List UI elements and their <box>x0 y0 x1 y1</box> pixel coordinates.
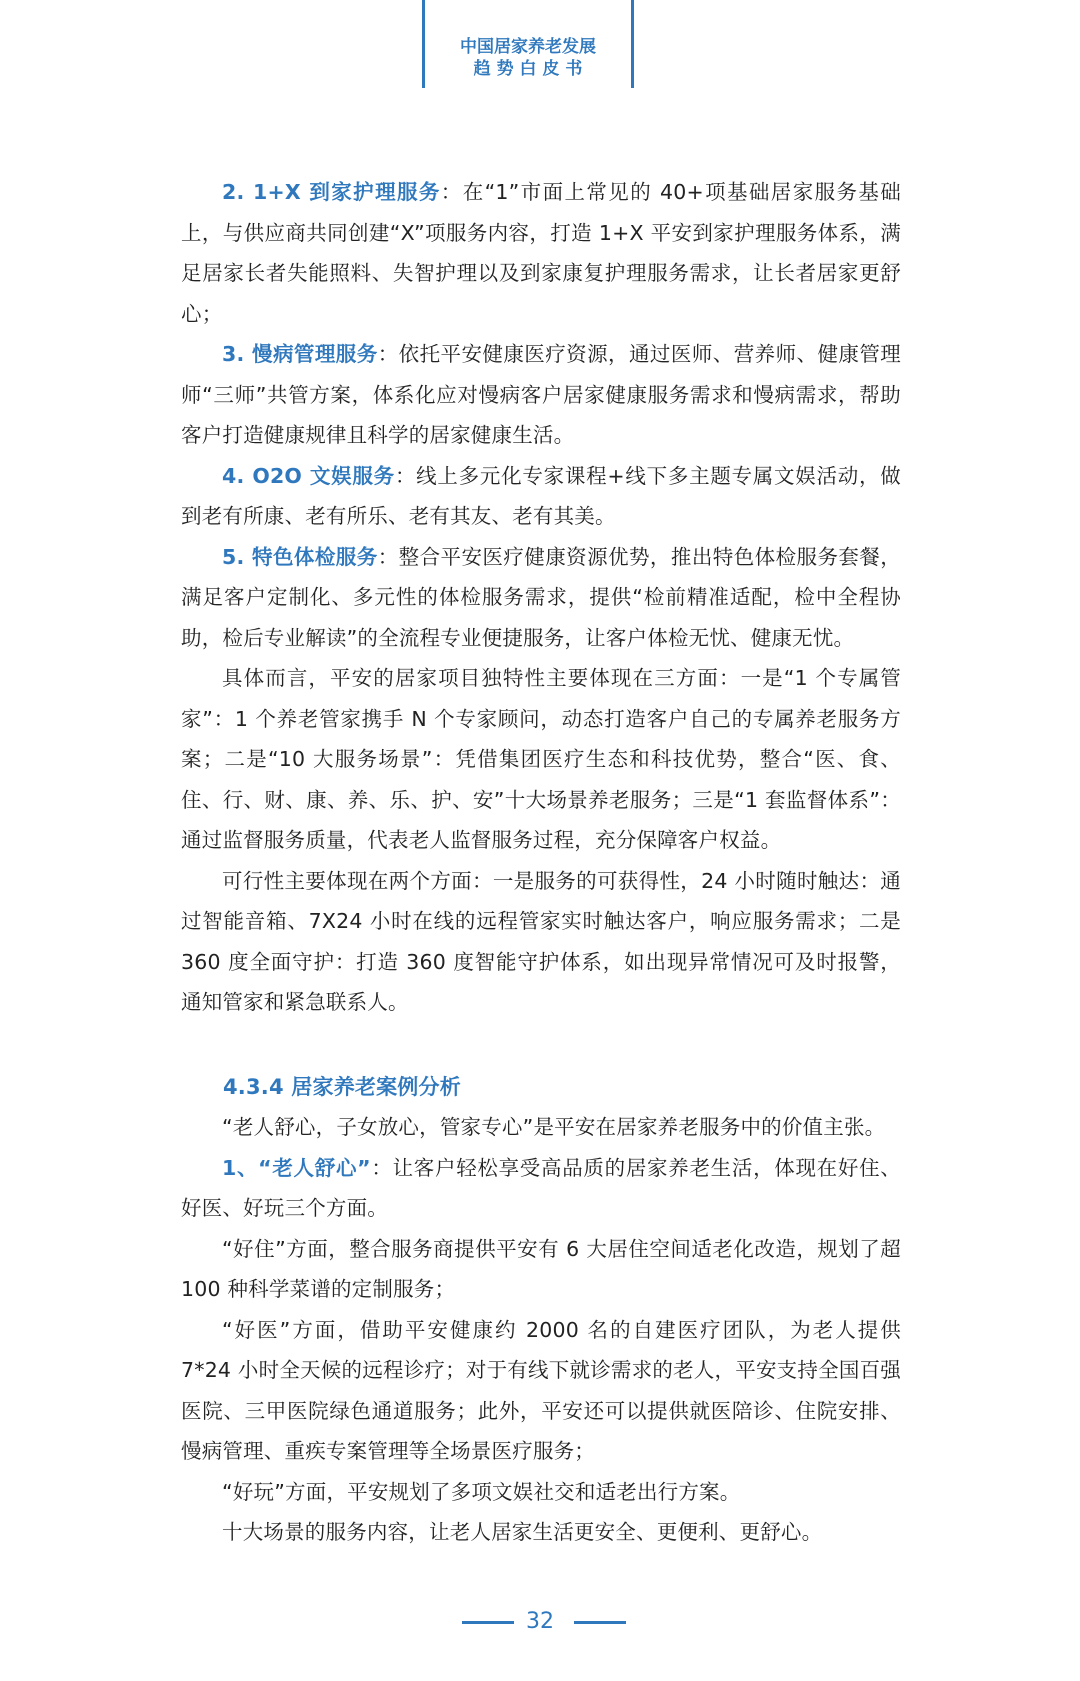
paragraph-lead: 3. 慢病管理服务 <box>222 342 378 366</box>
paragraph-text: “好住”方面，整合服务商提供平安有 6 大居住空间适老化改造，规划了超 100 种科学菜谱的定制服务； <box>181 1236 901 1301</box>
paragraph-lead: 1、“老人舒心” <box>222 1155 371 1180</box>
paragraph-lead: 4. O2O 文娱服务 <box>222 463 395 488</box>
paragraph <box>181 334 901 456</box>
paragraph-text: ：依托平安健康医疗资源，通过医师、营养师、健康管理师“三师”共管方案，体系化应对慢病客户居家健康服务需求和慢病需求，帮助客户打造健康规律且科学的居家健康生活。 <box>181 342 901 447</box>
paragraph-text: ：在“1”市面上常见的 40+项基础居家服务基础上，与供应商共同创建“X”项服务内容，打造 1+X 平安到家护理服务体系，满足居家长者失能照料、失智护理以及到家康复护理服务需求，让长者居家更舒心； <box>181 180 901 326</box>
paragraph-text: “老人舒心，子女放心，管家专心”是平安在居家养老服务中的价值主张。 <box>222 1115 886 1139</box>
running-header <box>422 36 634 80</box>
header-title-line1: 中国居家养老发展 <box>460 37 596 57</box>
paragraph <box>181 456 901 537</box>
paragraph <box>181 1229 901 1310</box>
paragraph-lead: 5. 特色体检服务 <box>222 544 378 569</box>
paragraph <box>181 1148 901 1229</box>
page-body <box>181 172 901 1553</box>
paragraph <box>181 1310 901 1472</box>
page-footer <box>0 1607 1080 1637</box>
paragraph-text: “好玩”方面，平安规划了多项文娱社交和适老出行方案。 <box>222 1479 741 1504</box>
paragraph <box>181 658 901 861</box>
paragraph-lead: 2. 1+X 到家护理服务 <box>222 180 441 204</box>
paragraph <box>181 1512 901 1553</box>
paragraph-text: 具体而言，平安的居家项目独特性主要体现在三方面：一是“1 个专属管家”：1 个养老管家携手 N 个专家顾问，动态打造客户自己的专属养老服务方案；二是“10 大服务场景”：凭借集团医疗生态和科技优势，整合“医、食、住、行、财、康、养、乐、护、安”十大场景养老服务；三是“1 套监督体系”：通过监督服务质量，代表老人监督服务过程，充分保障客户权益。 <box>181 666 901 852</box>
header-title-line2: 趋 势 白 皮 书 <box>473 59 583 79</box>
paragraph <box>181 537 901 659</box>
paragraph-text: “好医”方面，借助平安健康约 2000 名的自建医疗团队，为老人提供 7*24 小时全天候的远程诊疗；对于有线下就诊需求的老人，平安支持全国百强医院、三甲医院绿色通道服务；此外，平安还可以提供就医陪诊、住院安排、慢病管理、重疾专案管理等全场景医疗服务； <box>181 1317 901 1463</box>
paragraph <box>181 1107 901 1148</box>
paragraph <box>181 172 901 334</box>
paragraph-text: 可行性主要体现在两个方面：一是服务的可获得性，24 小时随时触达：通过智能音箱、7X24 小时在线的远程管家实时触达客户，响应服务需求；二是 360 度全面守护：打造 360 度智能守护体系，如出现异常情况可及时报警，通知管家和紧急联系人。 <box>181 868 901 1014</box>
page-number: 32 <box>526 1609 554 1634</box>
footer-rule-left <box>462 1621 514 1624</box>
footer-rule-right <box>574 1621 626 1624</box>
paragraph-text: ：让客户轻松享受高品质的居家养老生活，体现在好住、好医、好玩三个方面。 <box>181 1155 902 1220</box>
paragraph-text: ：线上多元化专家课程+线下多主题专属文娱活动，做到老有所康、老有所乐、老有其友、老有其美。 <box>181 463 901 528</box>
paragraph-text: 十大场景的服务内容，让老人居家生活更安全、更便利、更舒心。 <box>222 1520 823 1544</box>
paragraph-text: ：整合平安医疗健康资源优势，推出特色体检服务套餐，满足客户定制化、多元性的体检服务需求，提供“检前精准适配，检中全程协助，检后专业解读”的全流程专业便捷服务，让客户体检无忧、健康无忧。 <box>181 544 901 650</box>
section-heading: 4.3.4 居家养老案例分析 <box>223 1074 461 1099</box>
paragraph <box>181 1472 901 1513</box>
paragraph <box>181 861 901 1023</box>
